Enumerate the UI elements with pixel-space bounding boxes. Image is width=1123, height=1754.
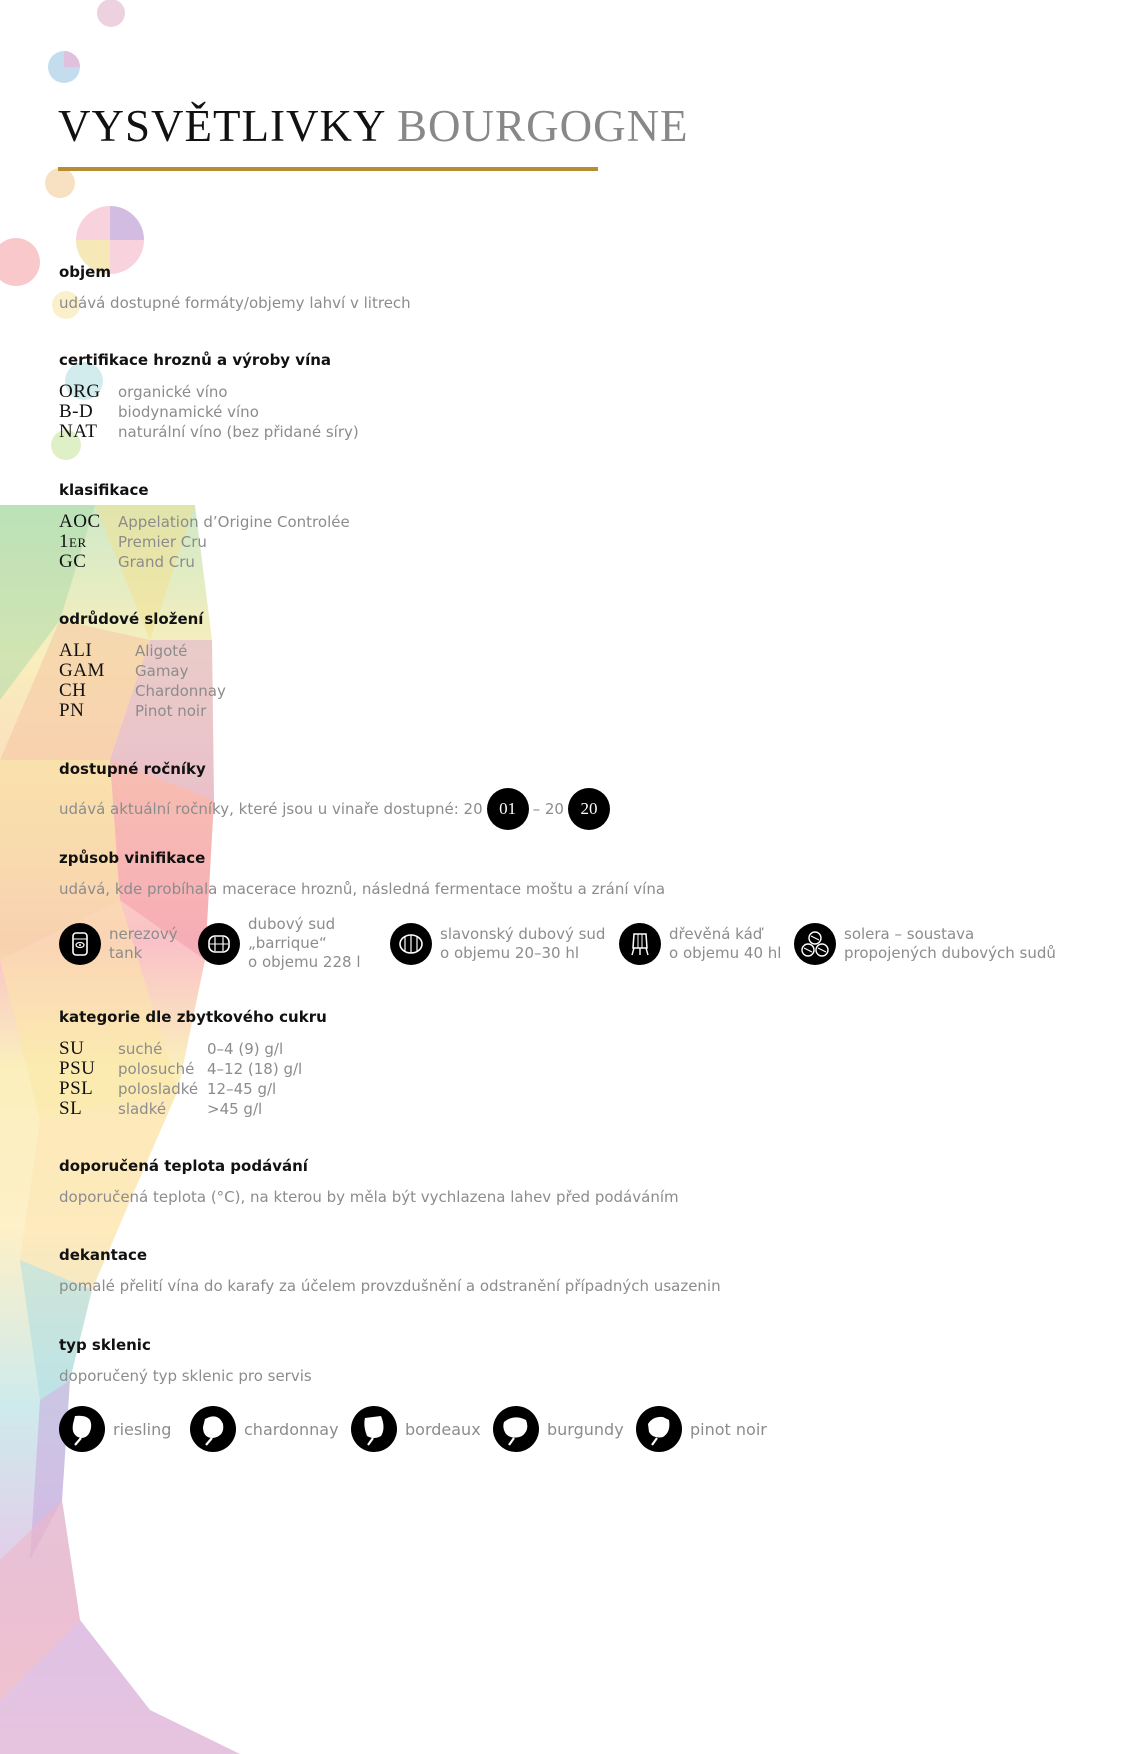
meaning: naturální víno (bez přidané síry) — [118, 423, 359, 441]
list-item — [59, 700, 226, 720]
wooden-vat-icon — [619, 923, 661, 965]
section-odrudy — [59, 610, 226, 720]
section-vinifikace — [59, 849, 665, 898]
vinification-label-line: slavonský dubový sud — [440, 925, 606, 943]
list-item — [59, 381, 359, 401]
list-item — [59, 511, 350, 531]
list-item — [59, 640, 226, 660]
abbreviation: GC — [59, 551, 87, 572]
sugar-category: sladké — [118, 1100, 167, 1118]
section-teplota — [59, 1157, 679, 1206]
section-heading: způsob vinifikace — [59, 849, 206, 867]
riesling-glass-icon — [59, 1406, 105, 1452]
abbreviation: ALI — [59, 640, 93, 661]
glass-type-item — [636, 1406, 767, 1452]
list-item — [59, 551, 350, 571]
section-description: udává aktuální ročníky, které jsou u vinaře dostupné: 20 — [59, 800, 483, 818]
section-description: udává, kde probíhala macerace hroznů, následná fermentace moštu a zrání vína — [59, 880, 666, 898]
pinot-noir-glass-icon — [636, 1406, 682, 1452]
list-item — [59, 1058, 327, 1078]
meaning: Aligoté — [135, 642, 188, 660]
section-heading: odrůdové složení — [59, 610, 204, 628]
solera-barrels-icon — [794, 923, 836, 965]
list-item — [59, 421, 359, 441]
sugar-range: 12–45 g/l — [207, 1080, 277, 1098]
burgundy-glass-icon — [493, 1406, 539, 1452]
section-heading: objem — [59, 263, 111, 281]
glass-type-label: burgundy — [547, 1419, 624, 1439]
glass-type-label: pinot noir — [690, 1419, 767, 1439]
chardonnay-glass-icon — [190, 1406, 236, 1452]
section-heading: dekantace — [59, 1246, 148, 1264]
section-heading: typ sklenic — [59, 1336, 151, 1354]
section-rocniky — [59, 760, 610, 830]
vinification-item — [59, 923, 178, 965]
abbreviation: B-D — [59, 401, 94, 422]
glass-type-label: chardonnay — [244, 1419, 339, 1439]
section-description: udává dostupné formáty/objemy lahví v litrech — [59, 294, 411, 312]
section-heading: doporučená teplota podávání — [59, 1157, 308, 1175]
vintage-dash: – 20 — [532, 800, 564, 818]
abbreviation: GAM — [59, 660, 105, 681]
meaning: Appelation d’Origine Controlée — [118, 513, 350, 531]
vinification-label-line: dřevěná káď — [669, 925, 763, 943]
vinification-label-line: propojených dubových sudů — [844, 944, 1056, 962]
title-underline — [58, 167, 598, 171]
glass-type-item — [59, 1406, 171, 1452]
abbreviation: PN — [59, 700, 85, 721]
vinification-label-line: o objemu 228 l — [248, 953, 361, 971]
sugar-range: >45 g/l — [207, 1100, 263, 1118]
abbreviation: SL — [59, 1098, 83, 1119]
vinification-label-line: o objemu 40 hl — [669, 944, 782, 962]
meaning: Chardonnay — [135, 682, 226, 700]
list-item — [59, 1098, 327, 1118]
meaning: Pinot noir — [135, 702, 207, 720]
list-item — [59, 1038, 327, 1058]
abbreviation: CH — [59, 680, 87, 701]
section-dekantace — [59, 1246, 721, 1295]
section-certifikace — [59, 351, 359, 441]
abbreviation: AOC — [59, 511, 101, 532]
glass-type-item — [351, 1406, 481, 1452]
vinification-label-line: tank — [109, 944, 143, 962]
slavonian-barrel-icon — [390, 923, 432, 965]
list-item — [59, 1078, 327, 1098]
sugar-category: polosuché — [118, 1060, 195, 1078]
section-heading: klasifikace — [59, 481, 149, 499]
vintage-to-badge: 20 — [568, 788, 610, 830]
steel-tank-icon — [59, 923, 101, 965]
abbreviation: PSL — [59, 1078, 94, 1099]
vinification-item — [619, 923, 781, 965]
vintage-from-badge: 01 — [487, 788, 529, 830]
vinification-item — [794, 923, 1056, 965]
glass-type-item — [190, 1406, 339, 1452]
page-title-main: VYSVĚTLIVKY — [58, 101, 385, 151]
section-objem — [59, 263, 411, 312]
abbreviation: PSU — [59, 1058, 96, 1079]
meaning: Grand Cru — [118, 553, 195, 571]
sugar-range: 4–12 (18) g/l — [207, 1060, 303, 1078]
vinification-label-line: solera – soustava — [844, 925, 975, 943]
section-description: doporučený typ sklenic pro servis — [59, 1367, 312, 1385]
section-heading: dostupné ročníky — [59, 760, 206, 778]
vinification-label-line: o objemu 20–30 hl — [440, 944, 580, 962]
section-klasifikace — [59, 481, 350, 571]
glass-type-item — [493, 1406, 624, 1452]
list-item — [59, 660, 226, 680]
list-item — [59, 401, 359, 421]
section-description: pomalé přelití vína do karafy za účelem provzdušnění a odstranění případných usazenin — [59, 1277, 721, 1295]
abbreviation: SU — [59, 1038, 85, 1059]
section-heading: certifikace hroznů a výroby vína — [59, 351, 332, 369]
vinification-item — [198, 915, 361, 972]
meaning: Gamay — [135, 662, 189, 680]
list-item — [59, 531, 350, 551]
meaning: biodynamické víno — [118, 403, 259, 421]
vinification-label-line: dubový sud — [248, 915, 336, 933]
barrique-barrel-icon — [198, 923, 240, 965]
sugar-range: 0–4 (9) g/l — [207, 1040, 284, 1058]
bordeaux-glass-icon — [351, 1406, 397, 1452]
section-sklenice — [59, 1336, 312, 1385]
vinification-item — [390, 923, 605, 965]
glass-type-label: bordeaux — [405, 1419, 481, 1439]
abbreviation: ORG — [59, 381, 101, 402]
page-title — [58, 101, 689, 151]
meaning: Premier Cru — [118, 533, 207, 551]
vinification-label-line: „barrique“ — [248, 934, 327, 952]
meaning: organické víno — [118, 383, 228, 401]
page-title-sub: BOURGOGNE — [397, 101, 689, 151]
abbreviation: NAT — [59, 421, 98, 442]
abbreviation: 1er — [59, 531, 87, 552]
section-cukr — [59, 1008, 327, 1118]
section-heading: kategorie dle zbytkového cukru — [59, 1008, 327, 1026]
list-item — [59, 680, 226, 700]
sugar-category: suché — [118, 1040, 163, 1058]
vinification-label-line: nerezový — [109, 925, 178, 943]
glass-type-label: riesling — [113, 1419, 172, 1439]
sugar-category: polosladké — [118, 1080, 199, 1098]
section-description: doporučená teplota (°C), na kterou by měla být vychlazena lahev před podáváním — [59, 1188, 679, 1206]
